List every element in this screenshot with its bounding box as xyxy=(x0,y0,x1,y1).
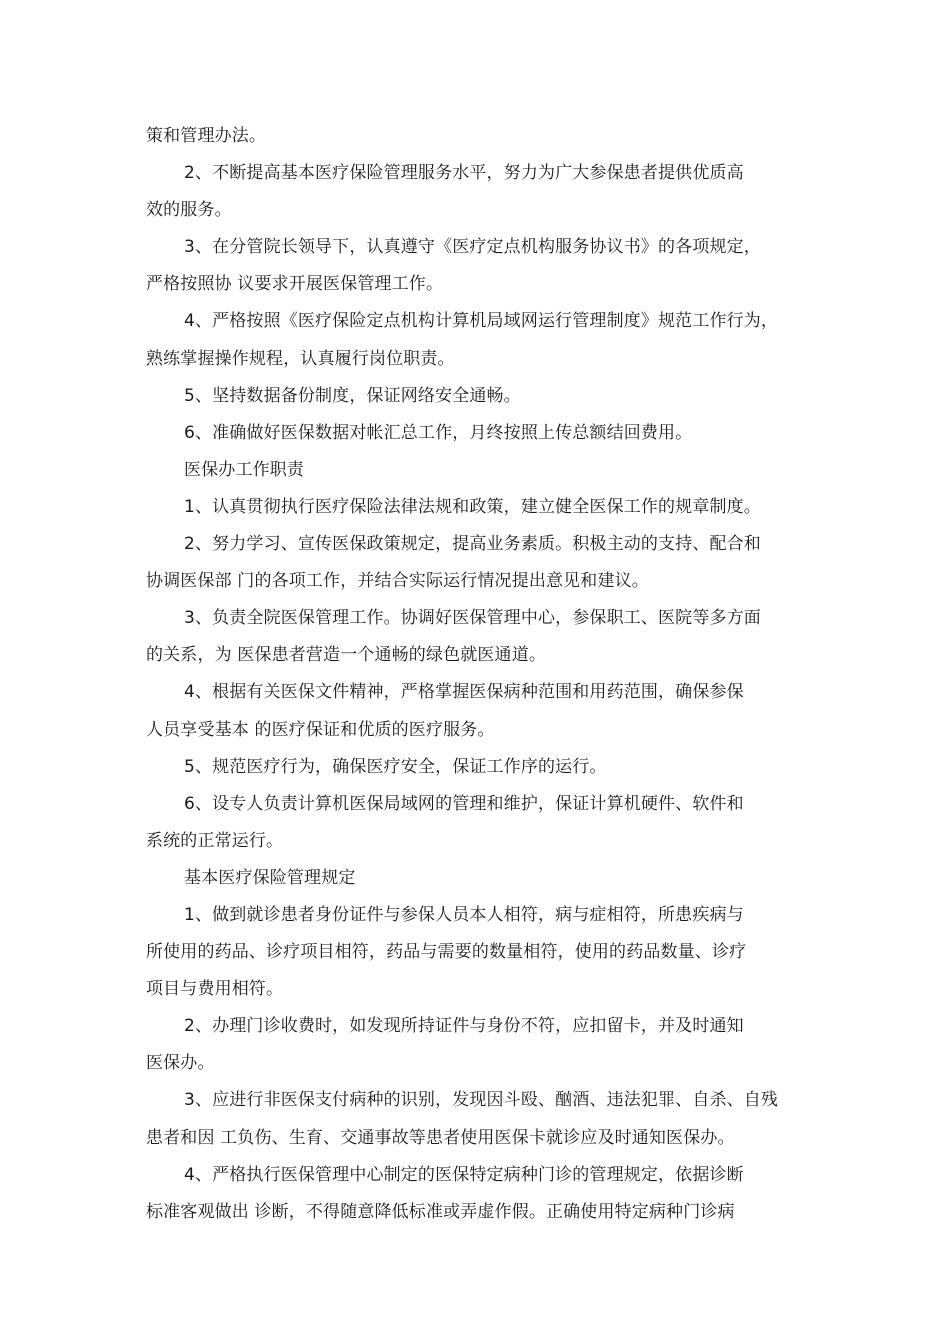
text-line: 项目与费用相符。 xyxy=(146,979,284,1000)
text-line: 基本医疗保险管理规定 xyxy=(184,867,356,888)
document-body xyxy=(146,118,810,1231)
text-line: 医保办工作职责 xyxy=(184,459,305,480)
text-line: 4、严格执行医保管理中心制定的医保特定病种门诊的管理规定，依据诊断 xyxy=(184,1164,744,1185)
text-line: 标准客观做出 诊断，不得随意降低标准或弄虚作假。正确使用特定病种门诊病 xyxy=(146,1201,735,1222)
text-line: 2、努力学习、宣传医保政策规定，提高业务素质。积极主动的支持、配合和 xyxy=(184,534,761,555)
text-line: 患者和因 工负伤、生育、交通事故等患者使用医保卡就诊应及时通知医保办。 xyxy=(146,1127,735,1148)
text-line: 所使用的药品、诊疗项目相符，药品与需要的数量相符，使用的药品数量、诊疗 xyxy=(146,942,747,963)
text-line: 6、准确做好医保数据对帐汇总工作，月终按照上传总额结回费用。 xyxy=(184,422,693,443)
text-line: 4、根据有关医保文件精神，严格掌握医保病种范围和用药范围，确保参保 xyxy=(184,682,744,703)
text-line: 严格按照协 议要求开展医保管理工作。 xyxy=(146,274,444,295)
text-line: 3、负责全院医保管理工作。协调好医保管理中心，参保职工、医院等多方面 xyxy=(184,608,761,629)
text-line: 2、不断提高基本医疗保险管理服务水平，努力为广大参保患者提供优质高 xyxy=(184,163,744,184)
text-line: 熟练掌握操作规程，认真履行岗位职责。 xyxy=(146,348,455,369)
text-line: 人员享受基本 的医疗保证和优质的医疗服务。 xyxy=(146,719,495,740)
text-line: 3、应进行非医保支付病种的识别，发现因斗殴、酗酒、违法犯罪、自杀、自残 xyxy=(184,1090,779,1111)
text-line: 1、认真贯彻执行医疗保险法律法规和政策，建立健全医保工作的规章制度。 xyxy=(184,496,761,517)
text-line: 效的服务。 xyxy=(146,200,232,221)
text-line: 5、规范医疗行为，确保医疗安全，保证工作序的运行。 xyxy=(184,756,607,777)
text-line: 3、在分管院长领导下，认真遵守《医疗定点机构服务协议书》的各项规定， xyxy=(184,237,761,258)
text-line: 4、严格按照《医疗保险定点机构计算机局域网运行管理制度》规范工作行为， xyxy=(184,311,779,332)
text-line: 1、做到就诊患者身份证件与参保人员本人相符，病与症相符，所患疾病与 xyxy=(184,904,744,925)
text-line: 策和管理办法。 xyxy=(146,126,267,146)
text-line: 6、设专人负责计算机医保局域网的管理和维护，保证计算机硬件、软件和 xyxy=(184,793,744,814)
text-line: 系统的正常运行。 xyxy=(146,830,284,851)
text-line: 的关系，为 医保患者营造一个通畅的绿色就医通道。 xyxy=(146,645,547,666)
text-line: 5、坚持数据备份制度，保证网络安全通畅。 xyxy=(184,385,521,406)
text-line: 协调医保部 门的各项工作，并结合实际运行情况提出意见和建议。 xyxy=(146,571,649,592)
text-line: 医保办。 xyxy=(146,1053,215,1074)
text-line: 2、办理门诊收费时，如发现所持证件与身份不符，应扣留卡，并及时通知 xyxy=(184,1016,744,1037)
